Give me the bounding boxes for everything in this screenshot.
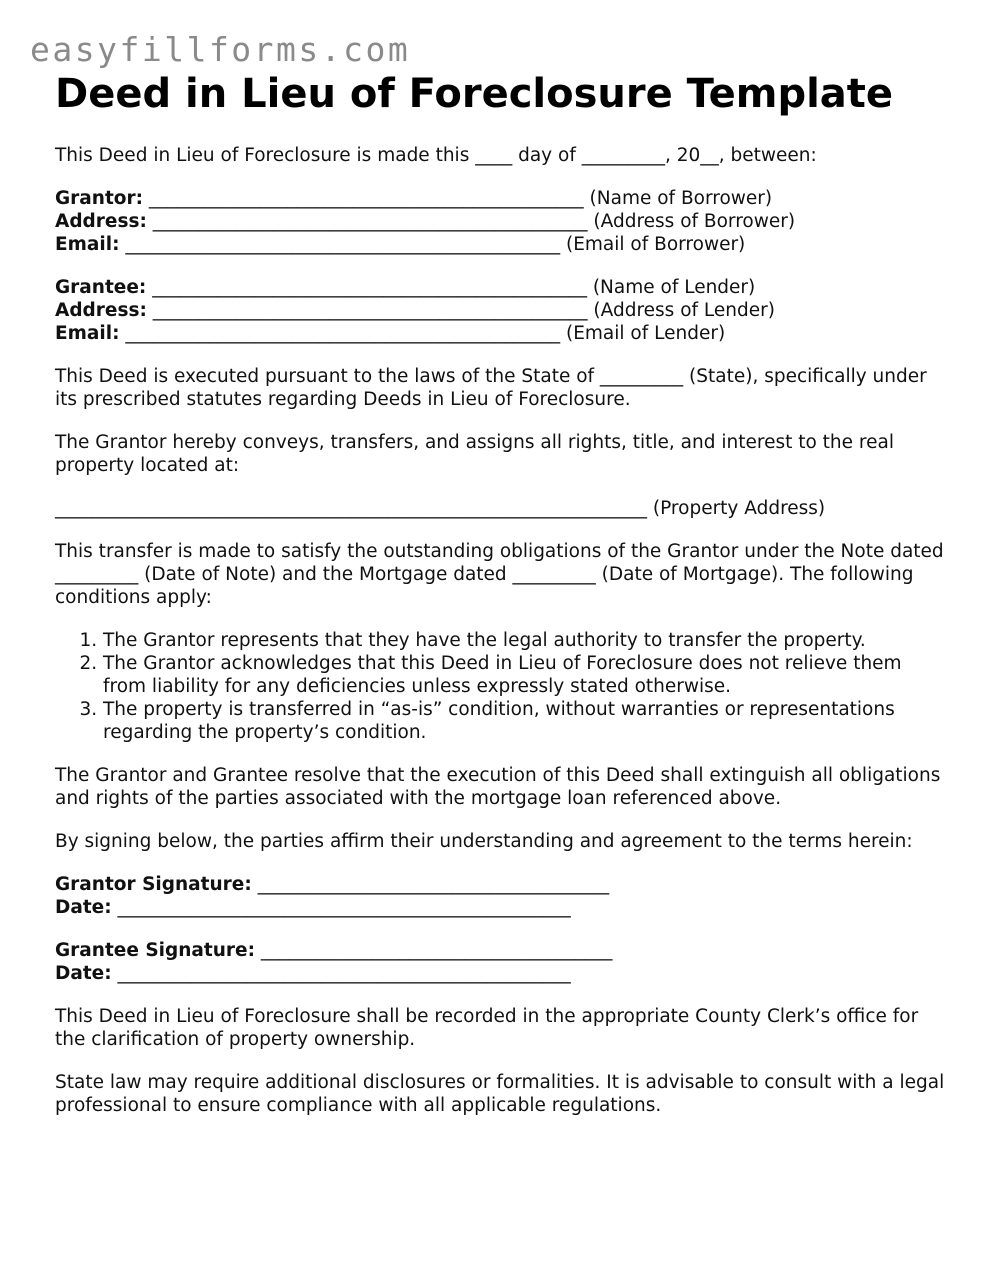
conveys-paragraph: The Grantor hereby conveys, transfers, and assigns all rights, title, and interest to the real property located at: (55, 432, 894, 476)
field-label: Email: (55, 323, 120, 344)
resolve-paragraph: The Grantor and Grantee resolve that the execution of this Deed shall extinguish all obligations and rights of the parties associated with the mortgage loan referenced above. (55, 765, 941, 809)
field-line: _______________________________________________ (Name of Lender) (146, 277, 756, 298)
grantor-signature-field[interactable] (55, 873, 945, 896)
grantor-date-field[interactable] (55, 896, 945, 919)
grantor-address-field[interactable] (55, 210, 945, 233)
grantee-address-field[interactable] (55, 299, 945, 322)
field-line: _______________________________________________ (Name of Borrower) (143, 188, 773, 209)
grantor-fields (55, 187, 945, 256)
list-item: 3. The property is transferred in “as-is” condition, without warranties or representations regarding the property’s condition. (103, 698, 945, 744)
grantee-fields (55, 276, 945, 345)
field-label: Grantee: (55, 277, 147, 298)
document-body (55, 144, 945, 1137)
grantee-signature-field[interactable] (55, 939, 945, 962)
field-label: Email: (55, 234, 120, 255)
field-label: Address: (55, 211, 147, 232)
field-line: ______________________________________ (251, 874, 610, 895)
list-item: 1. The Grantor represents that they have the legal authority to transfer the property. (103, 629, 945, 652)
document-title: Deed in Lieu of Foreclosure Template (55, 71, 894, 117)
property-address-field[interactable]: ________________________________________________________________ (Property Address) (55, 498, 826, 519)
grantee-signature-block (55, 939, 945, 985)
grantee-email-field[interactable] (55, 322, 945, 345)
field-label: Address: (55, 300, 147, 321)
field-label: Grantee Signature: (55, 940, 255, 961)
list-item: 2. The Grantor acknowledges that this Deed in Lieu of Foreclosure does not relieve them from liability for any deficiencies unless expressly stated otherwise. (103, 652, 945, 698)
field-label: Date: (55, 897, 112, 918)
grantor-name-field[interactable] (55, 187, 945, 210)
grantor-signature-block (55, 873, 945, 919)
grantor-email-field[interactable] (55, 233, 945, 256)
conditions-list (55, 629, 945, 744)
grantee-name-field[interactable] (55, 276, 945, 299)
watermark-logo: easyfillforms.com (30, 30, 411, 69)
state-law-paragraph: State law may require additional disclosures or formalities. It is advisable to consult with a legal professional to ensure compliance with all applicable regulations. (55, 1072, 945, 1116)
transfer-paragraph: This transfer is made to satisfy the outstanding obligations of the Grantor under the Note dated _________ (Date of Note) and the Mortgage dated _________ (Date of Mortgage). The following conditions apply: (55, 541, 944, 608)
grantee-date-field[interactable] (55, 962, 945, 985)
field-line: _________________________________________________ (111, 897, 571, 918)
field-line: _______________________________________________ (Email of Lender) (119, 323, 726, 344)
field-line: _______________________________________________ (Email of Borrower) (119, 234, 746, 255)
state-paragraph: This Deed is executed pursuant to the laws of the State of _________ (State), specifically under its prescribed statutes regarding Deeds in Lieu of Foreclosure. (55, 366, 927, 410)
field-line: _________________________________________________ (111, 963, 571, 984)
field-line: _______________________________________________ (Address of Lender) (146, 300, 775, 321)
recorded-paragraph: This Deed in Lieu of Foreclosure shall be recorded in the appropriate County Clerk’s office for the clarification of property ownership. (55, 1006, 919, 1050)
intro-paragraph: This Deed in Lieu of Foreclosure is made this ____ day of _________, 20__, between: (55, 145, 817, 166)
field-line: ______________________________________ (255, 940, 613, 961)
field-line: _______________________________________________ (Address of Borrower) (146, 211, 796, 232)
field-label: Grantor Signature: (55, 874, 252, 895)
signing-paragraph: By signing below, the parties affirm their understanding and agreement to the terms herein: (55, 831, 913, 852)
field-label: Grantor: (55, 188, 144, 209)
field-label: Date: (55, 963, 112, 984)
